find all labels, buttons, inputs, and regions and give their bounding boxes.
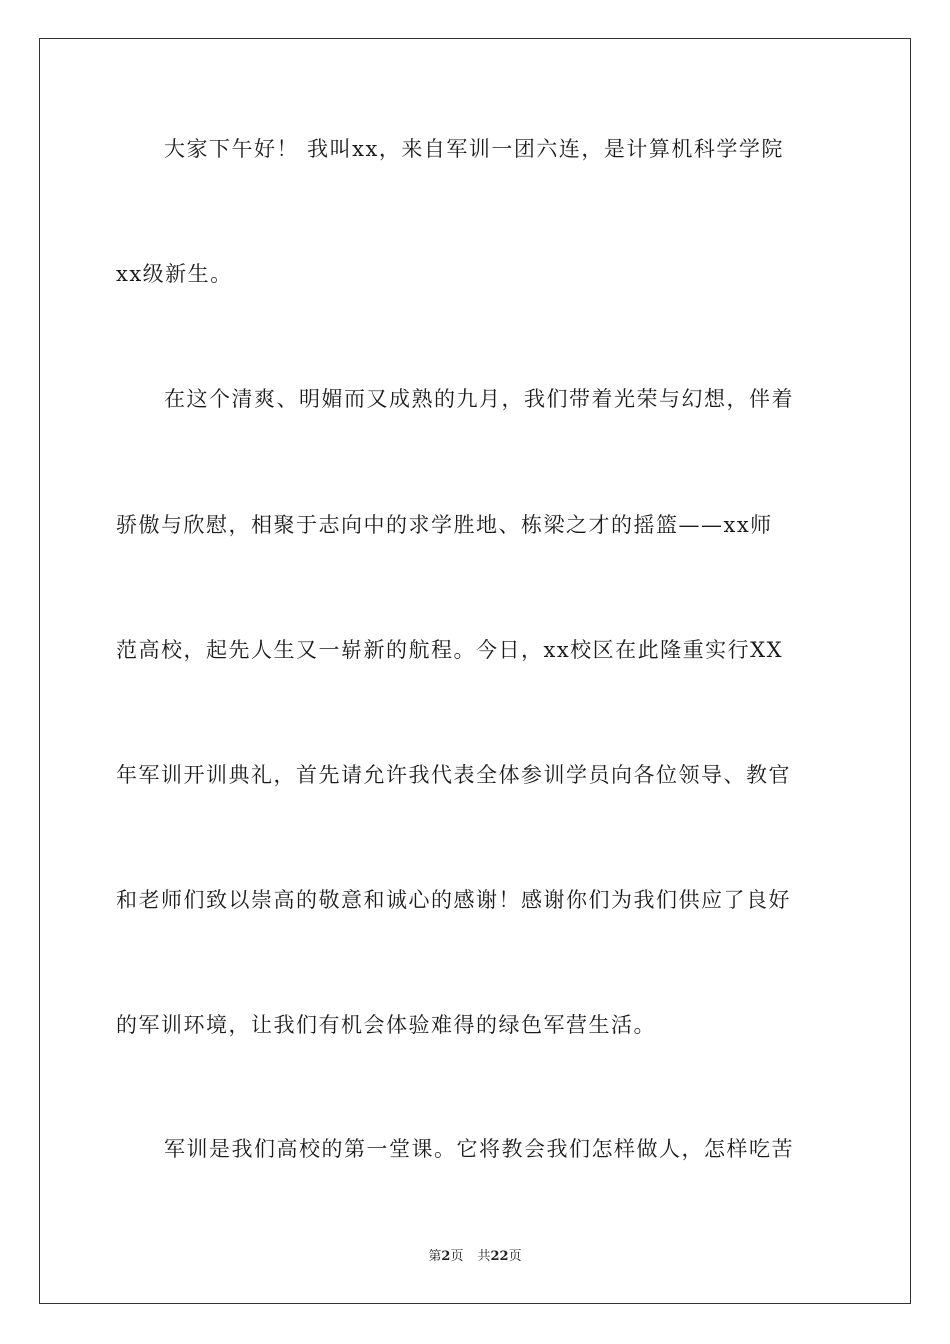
paragraph-line: 军训是我们高校的第一堂课。它将教会我们怎样做人，怎样吃苦	[164, 1137, 794, 1161]
footer-total-prefix: 共	[477, 1249, 491, 1264]
footer-page-current: 2	[441, 1249, 451, 1264]
paragraph-line: 在这个清爽、明媚而又成熟的九月，我们带着光荣与幻想，伴着	[164, 387, 794, 411]
page-footer	[0, 1248, 950, 1266]
paragraph-line: 范高校，起先人生又一崭新的航程。今日，xx校区在此隆重实行XX	[116, 638, 784, 662]
paragraph-line: 和老师们致以崇高的敬意和诚心的感谢！感谢你们为我们供应了良好	[116, 888, 791, 912]
page-border	[39, 38, 911, 1304]
paragraph-line: 骄傲与欣慰，相聚于志向中的求学胜地、栋梁之才的摇篮——xx师	[116, 513, 773, 537]
footer-page-prefix: 第	[428, 1249, 442, 1264]
paragraph-line: xx级新生。	[116, 262, 233, 286]
footer-page-unit: 页	[450, 1249, 464, 1264]
footer-page-total: 22	[490, 1249, 509, 1264]
paragraph-line: 的军训环境，让我们有机会体验难得的绿色军营生活。	[116, 1013, 656, 1037]
paragraph-line: 年军训开训典礼，首先请允许我代表全体参训学员向各位领导、教官	[116, 763, 791, 787]
footer-total-unit: 页	[508, 1249, 522, 1264]
paragraph-line: 大家下午好！ 我叫xx，来自军训一团六连，是计算机科学学院	[164, 137, 784, 161]
